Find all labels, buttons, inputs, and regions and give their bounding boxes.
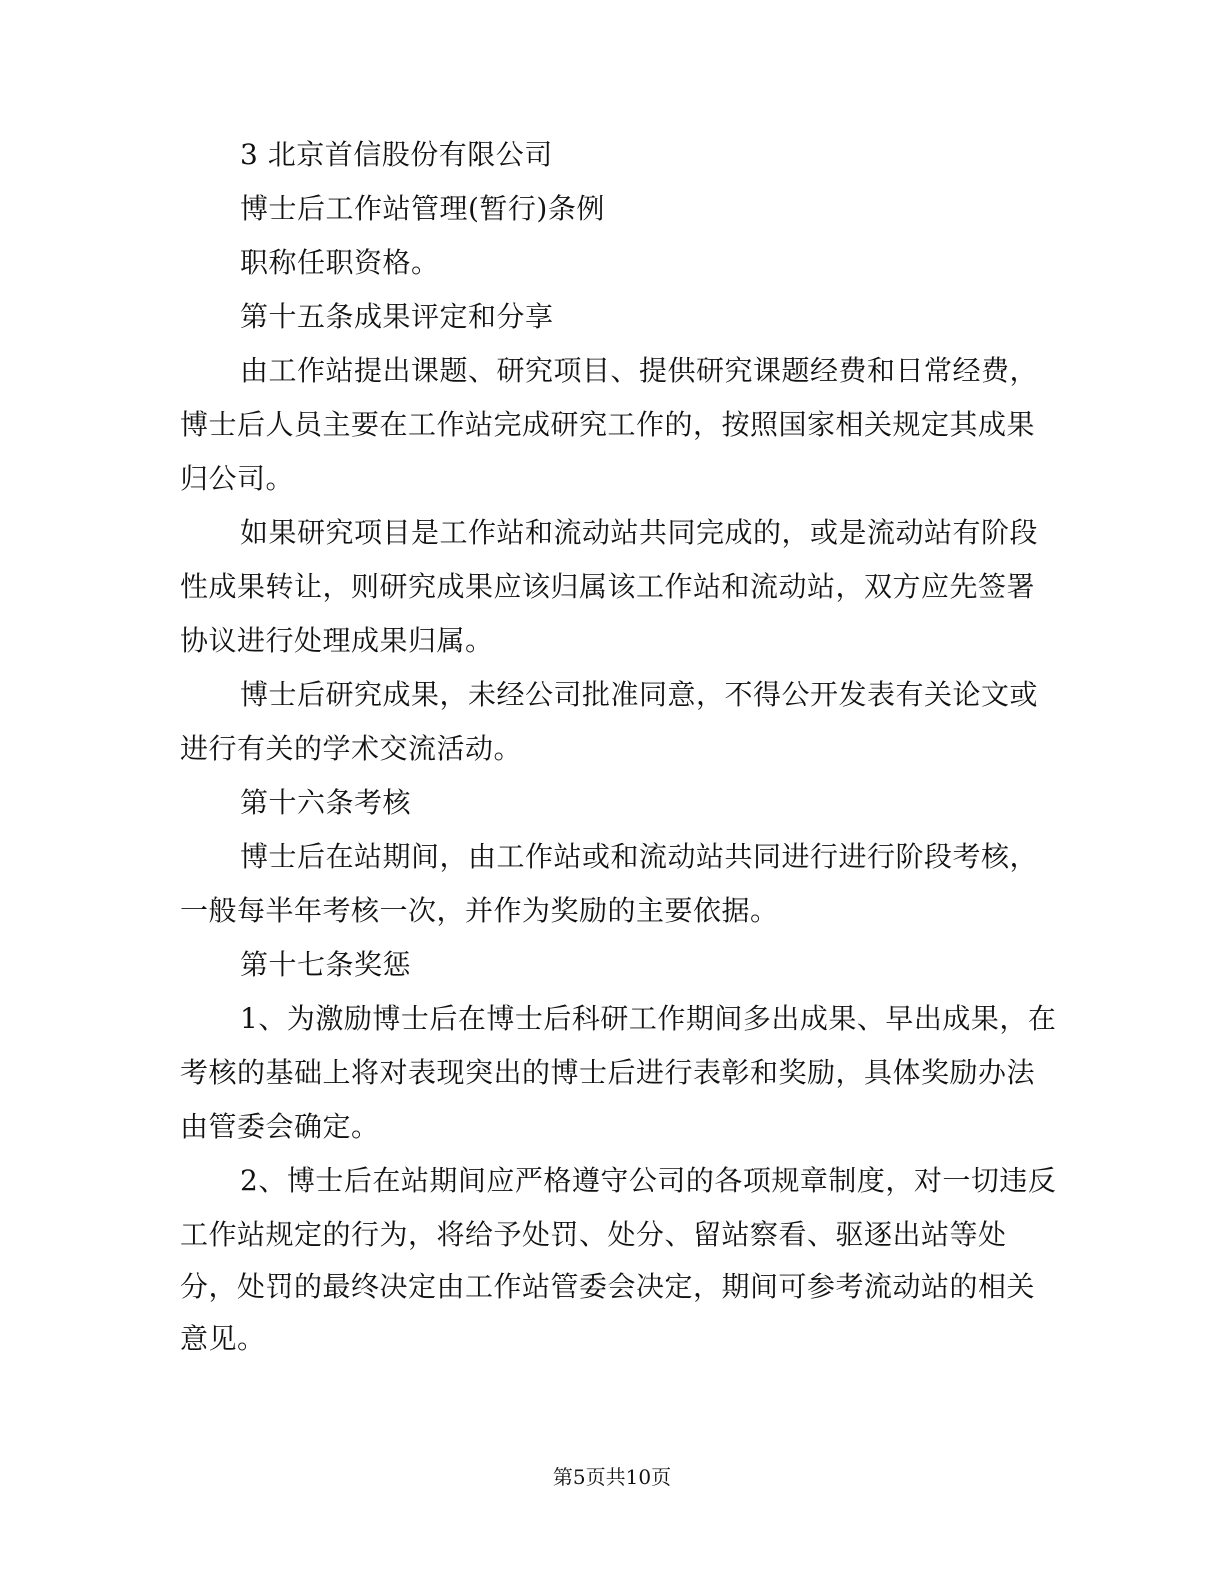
paragraph-line: 意见。 [180, 1322, 266, 1355]
paragraph-line: 2、博士后在站期间应严格遵守公司的各项规章制度，对一切违反 [240, 1164, 1057, 1197]
paragraph-line: 由工作站提出课题、研究项目、提供研究课题经费和日常经费， [240, 354, 1039, 387]
paragraph-line: 如果研究项目是工作站和流动站共同完成的，或是流动站有阶段 [240, 516, 1039, 549]
paragraph-line: 归公司。 [180, 462, 295, 495]
regulation-title-line: 博士后工作站管理(暂行)条例 [240, 192, 605, 225]
paragraph-line: 分，处罚的最终决定由工作站管委会决定，期间可参考流动站的相关 [180, 1270, 1036, 1303]
article-16-heading: 第十六条考核 [240, 786, 412, 819]
paragraph-line: 博士后研究成果，未经公司批准同意，不得公开发表有关论文或 [240, 678, 1039, 711]
article-17-heading: 第十七条奖惩 [240, 948, 412, 981]
page-number-footer: 第5页共10页 [552, 1465, 672, 1489]
paragraph-line: 由管委会确定。 [180, 1110, 380, 1143]
paragraph-line: 进行有关的学术交流活动。 [180, 732, 523, 765]
paragraph-line: 一般每半年考核一次，并作为奖励的主要依据。 [180, 894, 779, 927]
paragraph-line: 博士后在站期间，由工作站或和流动站共同进行进行阶段考核， [240, 840, 1039, 873]
paragraph-line: 1、为激励博士后在博士后科研工作期间多出成果、早出成果，在 [240, 1002, 1057, 1035]
paragraph-line: 职称任职资格。 [240, 246, 440, 279]
article-15-heading: 第十五条成果评定和分享 [240, 300, 554, 333]
paragraph-line: 性成果转让，则研究成果应该归属该工作站和流动站，双方应先签署 [180, 570, 1036, 603]
paragraph-line: 工作站规定的行为，将给予处罚、处分、留站察看、驱逐出站等处 [180, 1218, 1007, 1251]
paragraph-line: 协议进行处理成果归属。 [180, 624, 494, 657]
paragraph-line: 考核的基础上将对表现突出的博士后进行表彰和奖励，具体奖励办法 [180, 1056, 1036, 1089]
company-line: 3 北京首信股份有限公司 [240, 138, 553, 171]
paragraph-line: 博士后人员主要在工作站完成研究工作的，按照国家相关规定其成果 [180, 408, 1036, 441]
